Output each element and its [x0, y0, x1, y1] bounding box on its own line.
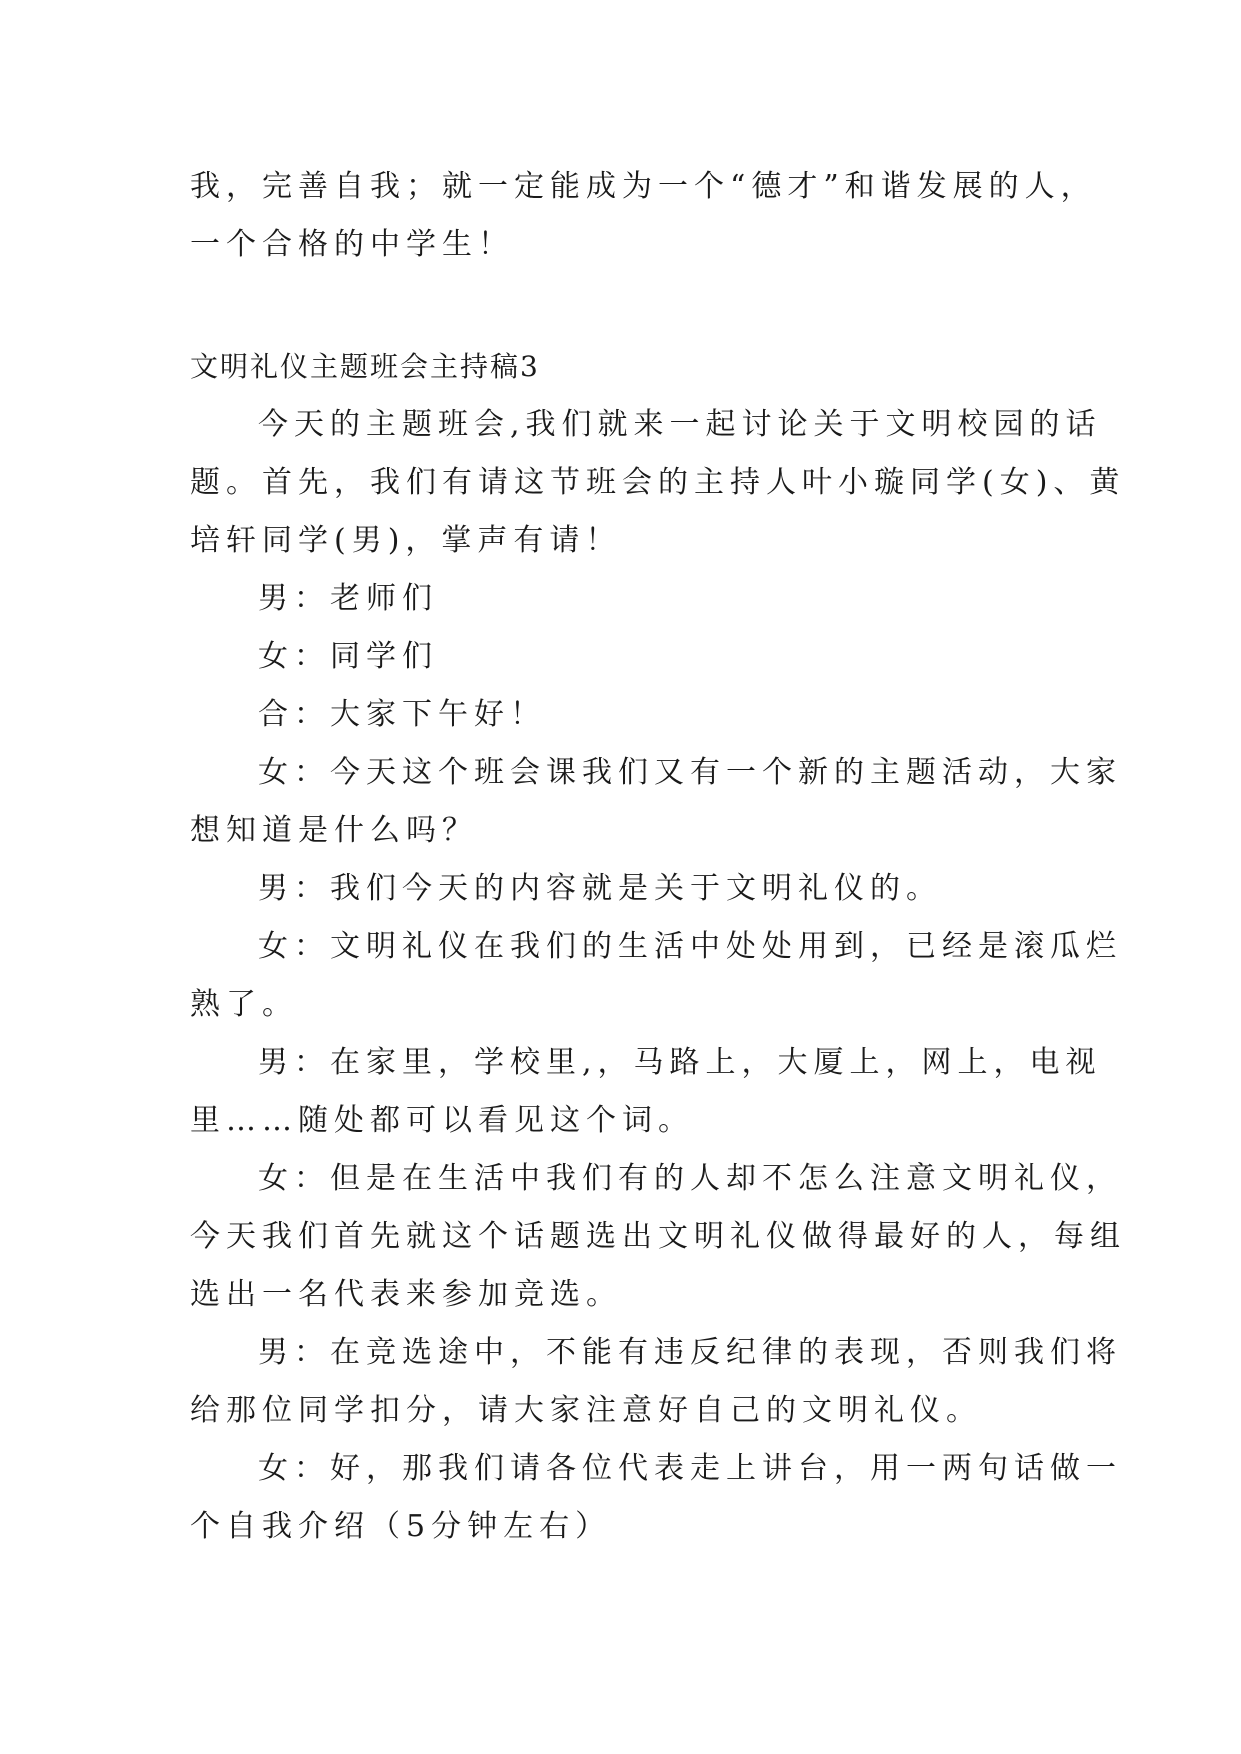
section-heading: 文明礼仪主题班会主持稿3: [190, 350, 540, 383]
paragraph-line: [190, 744, 1122, 860]
paragraph-intro: [190, 396, 1126, 570]
paragraph-line: [190, 1034, 1102, 1150]
text-line: 女：文明礼仪在我们的生活中处处用到，已经是滚瓜烂: [258, 929, 1122, 964]
continuation-paragraph: [190, 158, 1097, 274]
text-line: 一个合格的中学生！: [190, 227, 514, 262]
paragraph-line: [190, 686, 1050, 744]
paragraph-line: [190, 918, 1122, 1034]
text-line: 今天我们首先就这个话题选出文明礼仪做得最好的人，每组: [190, 1219, 1126, 1254]
text-line: 男：在家里，学校里,，马路上，大厦上，网上，电视: [258, 1045, 1102, 1080]
text-line: 培轩同学(男)，掌声有请！: [190, 523, 622, 558]
text-line: 里……随处都可以看见这个词。: [190, 1103, 694, 1138]
dialogue-body: [190, 396, 1126, 1556]
text-line: 女：但是在生活中我们有的人却不怎么注意文明礼仪，: [258, 1161, 1122, 1196]
text-line: 男：我们今天的内容就是关于文明礼仪的。: [258, 871, 942, 906]
paragraph-line: [190, 570, 1050, 628]
paragraph-line: [190, 1324, 1122, 1440]
text-line: 男：老师们: [258, 581, 438, 616]
paragraph-line: [190, 860, 1050, 918]
text-line: 女：今天这个班会课我们又有一个新的主题活动，大家: [258, 755, 1122, 790]
section-title: [190, 338, 1050, 396]
text-line: 今天的主题班会,我们就来一起讨论关于文明校园的话: [258, 407, 1102, 442]
text-line: 题。首先，我们有请这节班会的主持人叶小璇同学(女)、黄: [190, 465, 1126, 500]
text-line: 想知道是什么吗？: [190, 813, 478, 848]
text-line: 合：大家下午好！: [258, 697, 546, 732]
text-line: 熟了。: [190, 987, 298, 1022]
paragraph-line: [190, 628, 1050, 686]
text-line: 选出一名代表来参加竞选。: [190, 1277, 622, 1312]
paragraph-line: [190, 1150, 1126, 1324]
text-line: 个自我介绍（5分钟左右）: [190, 1509, 612, 1544]
paragraph-line: [190, 1440, 1122, 1556]
text-line: 男：在竞选途中，不能有违反纪律的表现，否则我们将: [258, 1335, 1122, 1370]
text-line: 给那位同学扣分，请大家注意好自己的文明礼仪。: [190, 1393, 982, 1428]
text-line: 我，完善自我；就一定能成为一个“德才”和谐发展的人，: [190, 169, 1097, 204]
text-line: 女：好，那我们请各位代表走上讲台，用一两句话做一: [258, 1451, 1122, 1486]
text-line: 女：同学们: [258, 639, 438, 674]
